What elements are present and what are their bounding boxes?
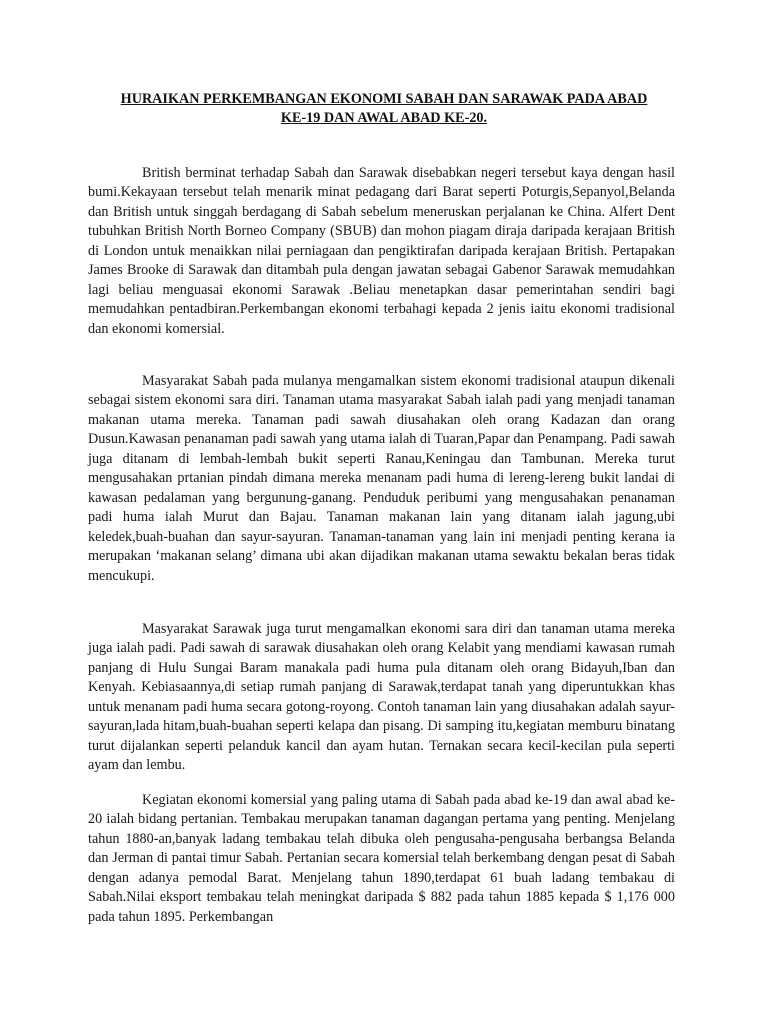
title-line-2: KE-19 DAN AWAL ABAD KE-20.: [280, 110, 488, 126]
title-line-1: HURAIKAN PERKEMBANGAN EKONOMI SABAH DAN SARAWAK PADA ABAD: [120, 91, 648, 107]
paragraph-sabah-traditional-economy: Masyarakat Sabah pada mulanya mengamalkan sistem ekonomi tradisional ataupun dikenali sebagai sistem ekonomi sara diri. Tanaman utama masyarakat Sabah ialah padi yang menjadi tanaman makanan utama mereka. Tanaman padi sawah diusahakan oleh orang Kadazan dan orang Dusun.Kawasan penanaman padi sawah yang utama ialah di Tuaran,Papar dan Penampang. Padi sawah juga ditanam di lembah-lembah bukit seperti Ranau,Keningau dan Tambunan. Mereka turut mengusahakan prtanian pindah dimana mereka menanam padi huma di lereng-lereng bukit landai di kawasan pedalaman yang bergunung-ganang. Penduduk peribumi yang mengusahakan penanaman padi huma ialah Murut dan Bajau. Tanaman makanan lain yang ditanam ialah jagung,ubi keledek,buah-buahan dan sayur-sayuran. Tanaman-tanaman yang lain ini menjadi penting kerana ia merupakan ‘makanan selang’ dimana ubi akan dijadikan makanan utama sewaktu bekalan beras tidak mencukupi.: [88, 373, 675, 584]
paragraph-british-interest: British berminat terhadap Sabah dan Sarawak disebabkan negeri tersebut kaya dengan hasil bumi.Kekayaan tersebut telah menarik minat pedagang dari Barat seperti Poturgis,Sepanyol,Belanda dan British untuk singgah berdagang di Sabah sebelum meneruskan perjalanan ke China. Alfert Dent tubuhkan British North Borneo Company (SBUB) dan mohon piagam diraja daripada kerajaan British di London untuk menaikkan nilai perniagaan dan pengiktirafan daripada kerajaan British. Pertapakan James Brooke di Sarawak dan ditambah pula dengan jawatan sebagai Gabenor Sarawak memudahkan lagi beliau menguasai ekonomi Sarawak .Beliau menetapkan dasar pemerintahan sendiri bagi memudahkan pentadbiran.Perkembangan ekonomi terbahagi kepada 2 jenis iaitu ekonomi tradisional dan ekonomi komersial.: [88, 165, 675, 337]
document-title: [88, 90, 680, 128]
paragraph-sarawak-traditional-economy: Masyarakat Sarawak juga turut mengamalkan ekonomi sara diri dan tanaman utama mereka juga ialah padi. Padi sawah di sarawak diusahakan oleh orang Kelabit yang mendiami kawasan rumah panjang di Hulu Sungai Baram manakala padi huma pula ditanam oleh orang Bidayuh,Iban dan Kenyah. Kebiasaannya,di setiap rumah panjang di Sarawak,terdapat tanah yang diperuntukkan khas untuk menanam padi huma secara gotong-royong. Contoh tanaman lain yang diusahakan adalah sayur-sayuran,lada hitam,buah-buahan seperti kelapa dan pisang. Di samping itu,kegiatan memburu binatang turut dijalankan seperti pelanduk kancil dan ayam hutan. Ternakan secara kecil-kecilan pula seperti ayam dan lembu.: [88, 621, 675, 774]
paragraph-sabah-commercial-economy: Kegiatan ekonomi komersial yang paling utama di Sabah pada abad ke-19 dan awal abad ke-20 ialah bidang pertanian. Tembakau merupakan tanaman dagangan pertama yang penting. Menjelang tahun 1880-an,banyak ladang tembakau telah dibuka oleh pengusaha-pengusaha berbangsa Belanda dan Jerman di pantai timur Sabah. Pertanian secara komersial telah berkembang dengan pesat di Sabah dengan adanya pemodal Barat. Menjelang tahun 1890,terdapat 61 buah ladang tembakau di Sabah.Nilai eksport tembakau telah meningkat daripada $ 882 pada tahun 1885 kepada $ 1,176 000 pada tahun 1895. Perkembangan: [88, 792, 675, 925]
